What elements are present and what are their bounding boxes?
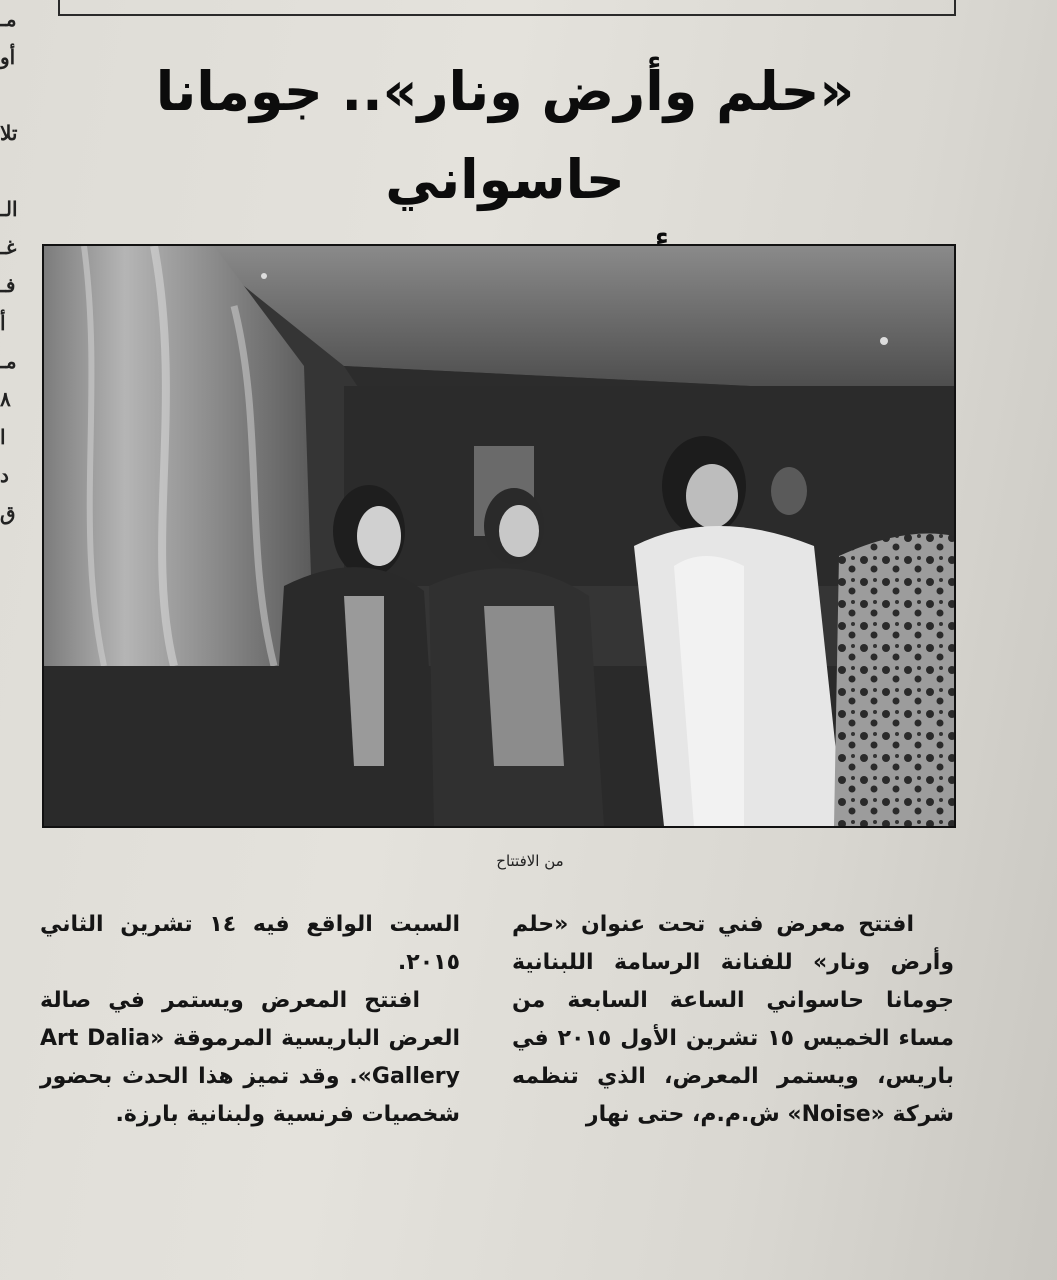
margin-fragment: أو	[0, 45, 16, 69]
margin-fragment: ٨	[0, 387, 11, 411]
margin-fragment: غـ	[0, 235, 17, 259]
margin-fragment	[0, 152, 20, 190]
article-headline	[40, 48, 970, 228]
top-border-rule	[58, 0, 956, 16]
paragraph: افتتح المعرض ويستمر في صالة العرض الباريسية المرموقة «Art Dalia Gallery». وقد تميز هذا الحدث بحضور شخصيات فرنسية ولبنانية بارزة.	[40, 988, 460, 1127]
photo-illustration	[44, 246, 954, 826]
margin-fragment: تلا	[0, 121, 18, 145]
paragraph: افتتح معرض فني تحت عنوان «حلم وأرض ونار» للفنانة الرسامة اللبنانية جومانا حاسواني الساعة السابعة من مساء الخميس ١٥ تشرين الأول ٢٠١٥ في باريس، ويستمر المعرض، الذي تنظمه شركة «Noise» ش.م.م، حتى نهار	[512, 912, 954, 1127]
margin-fragment: د	[0, 463, 9, 487]
article-column-left	[40, 906, 460, 1134]
headline-line-1: «حلم وأرض ونار».. جومانا حاسواني	[155, 60, 855, 211]
margin-fragment: فـ	[0, 273, 16, 297]
margin-fragment: مـ	[0, 7, 17, 31]
adjacent-column-fragment	[0, 0, 20, 560]
article-photo	[42, 244, 956, 828]
margin-fragment: مـ	[0, 349, 17, 373]
photo-caption: من الافتتاح	[496, 852, 564, 870]
margin-fragment	[0, 76, 20, 114]
margin-fragment: الـ	[0, 197, 18, 221]
paragraph: السبت الواقع فيه ١٤ تشرين الثاني ٢٠١٥.	[40, 912, 460, 975]
margin-fragment: ا	[0, 425, 6, 449]
margin-fragment: ق	[0, 501, 16, 525]
article-column-right	[512, 906, 954, 1134]
margin-fragment: أ	[0, 311, 6, 335]
